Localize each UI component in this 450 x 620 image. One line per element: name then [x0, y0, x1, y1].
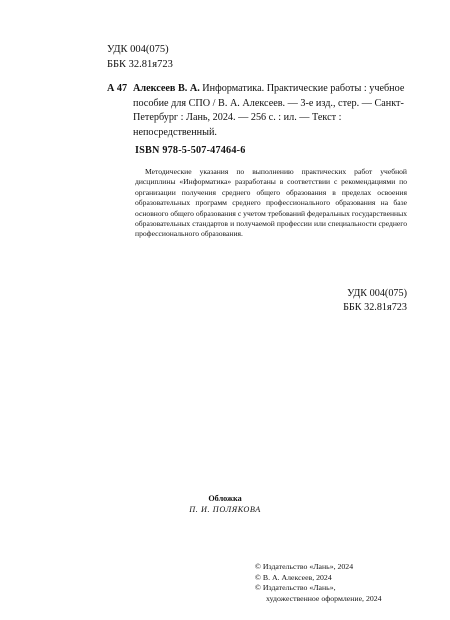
udk-code: УДК 004(075): [107, 44, 169, 55]
isbn: ISBN 978-5-507-47464-6: [135, 145, 246, 156]
catalog-code: А 47: [107, 83, 128, 94]
catalog-description: Информатика. Практические работы : учебное пособие для СПО / В. А. Алексеев. — 3-е изд., стер. — Санкт-Петербург : Лань, 2024. — 256 с. : ил. — Текст : непосредственный.: [133, 83, 405, 138]
copyright-block: [255, 562, 382, 604]
udk-block-top: [107, 42, 173, 72]
abstract: [135, 167, 407, 240]
copyright-line: © В. А. Алексеев, 2024: [255, 572, 332, 582]
cover-designer: П. И. ПОЛЯКОВА: [189, 505, 261, 514]
catalog-entry: [107, 82, 407, 140]
bbk-code-bottom: ББК 32.81я723: [343, 302, 407, 313]
bbk-code: ББК 32.81я723: [107, 59, 173, 70]
cover-label: Обложка: [208, 494, 242, 503]
copyright-line: © Издательство «Лань», 2024: [255, 562, 354, 571]
udk-block-bottom: [343, 287, 407, 315]
copyright-line: художественное оформление, 2024: [266, 593, 382, 603]
catalog-author: Алексеев В. А.: [133, 83, 200, 94]
catalog-body: [133, 82, 407, 140]
copyright-line: © Издательство «Лань»,: [255, 583, 336, 593]
cover-credit: [0, 493, 450, 515]
abstract-text: Методические указания по выполнению практических работ учебной дисциплины «Информатика» разработаны в соответствии с рекомендациями по организации получения среднего общего образования в пределах освоения образовательных программ среднего профессионального образования на базе основного общего образования с учетом требований федеральных государственных образовательных стандартов и получаемой профессии или специальности среднего профессионального образования.: [135, 167, 407, 239]
udk-code-bottom: УДК 004(075): [347, 288, 407, 299]
